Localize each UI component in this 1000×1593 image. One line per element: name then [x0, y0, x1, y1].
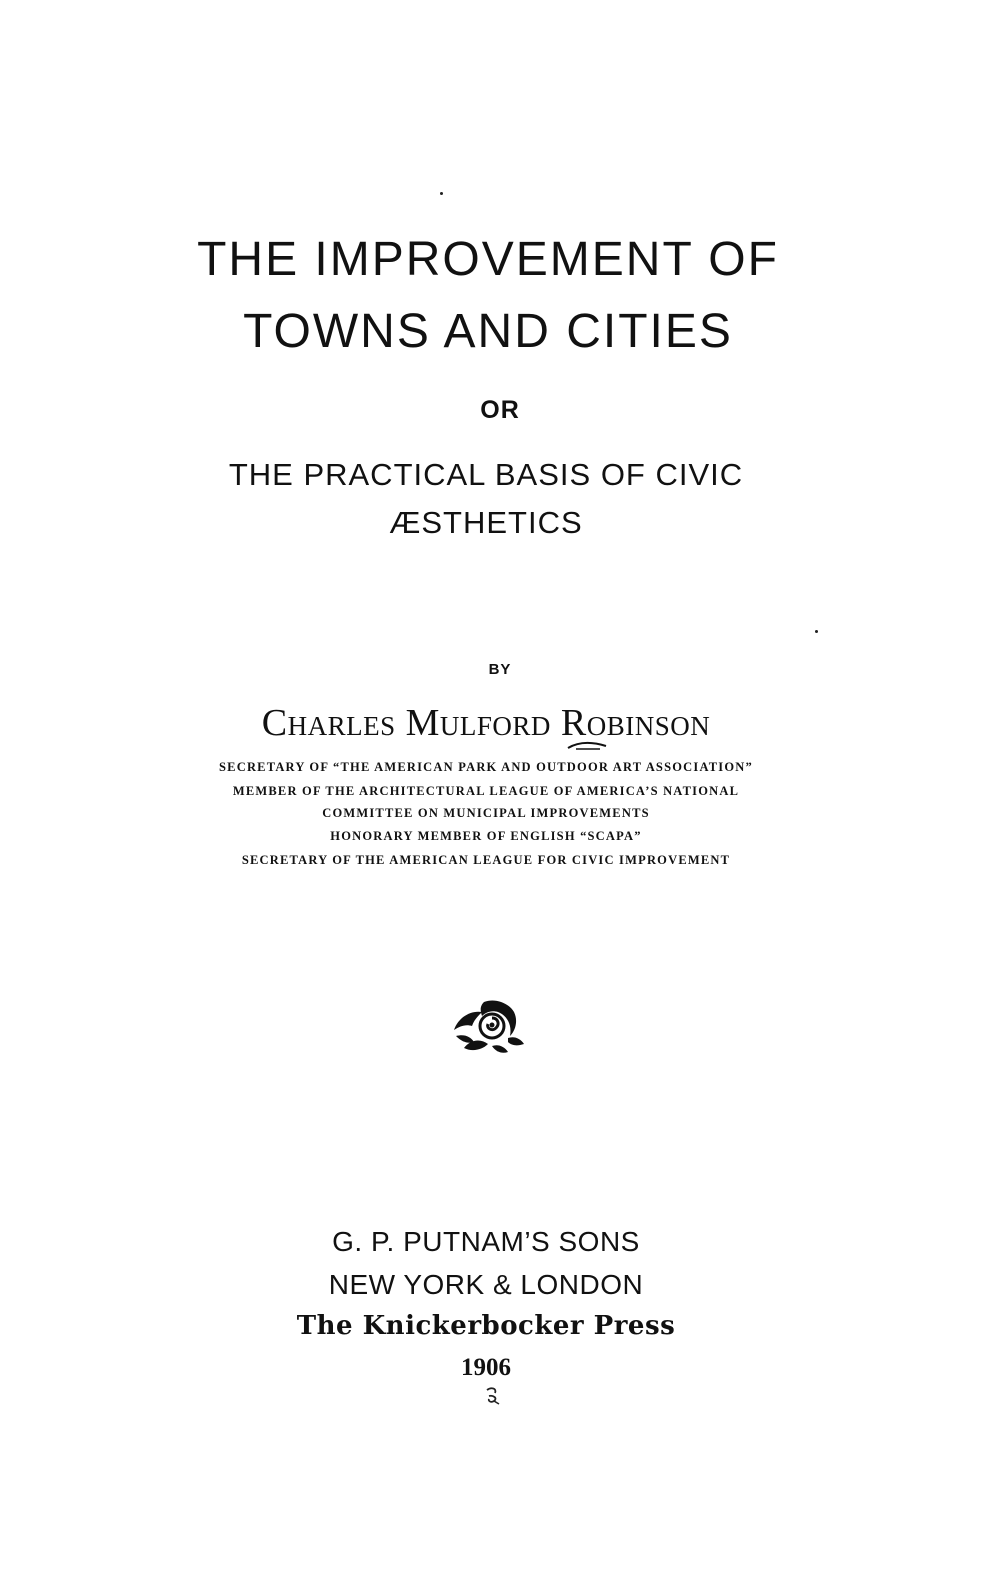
publisher-cities: NEW YORK & LONDON — [328, 1269, 644, 1300]
printers-flower-icon — [448, 996, 528, 1058]
scan-speck — [815, 630, 818, 633]
credential-line: SECRETARY OF “THE AMERICAN PARK AND OUTDOOR ART ASSOCIATION” — [219, 760, 753, 774]
press-name: The Knickerbocker Press — [296, 1311, 676, 1341]
scan-speck — [440, 192, 443, 195]
credential-line: HONORARY MEMBER OF ENGLISH “SCAPA” — [330, 829, 642, 843]
publisher-name: G. P. PUTNAM’S SONS — [332, 1226, 640, 1257]
title-connector: OR — [480, 396, 520, 424]
swash-flourish-icon — [566, 740, 608, 750]
book-title-line-1: THE IMPROVEMENT OF — [197, 233, 779, 286]
library-mark-icon — [482, 1386, 504, 1408]
subtitle-line-1: THE PRACTICAL BASIS OF CIVIC — [228, 457, 744, 492]
credential-line: SECRETARY OF THE AMERICAN LEAGUE FOR CIVIC IMPROVEMENT — [241, 853, 731, 867]
byline: BY — [488, 661, 512, 678]
book-title-line-2: TOWNS AND CITIES — [243, 305, 733, 358]
publication-year: 1906 — [461, 1354, 511, 1381]
author-name: Charles Mulford Robinson — [261, 702, 711, 744]
credential-line: COMMITTEE ON MUNICIPAL IMPROVEMENTS — [322, 806, 650, 820]
credential-line: MEMBER OF THE ARCHITECTURAL LEAGUE OF AMERICA’S NATIONAL — [232, 784, 740, 798]
subtitle-line-2: ÆSTHETICS — [389, 505, 583, 540]
